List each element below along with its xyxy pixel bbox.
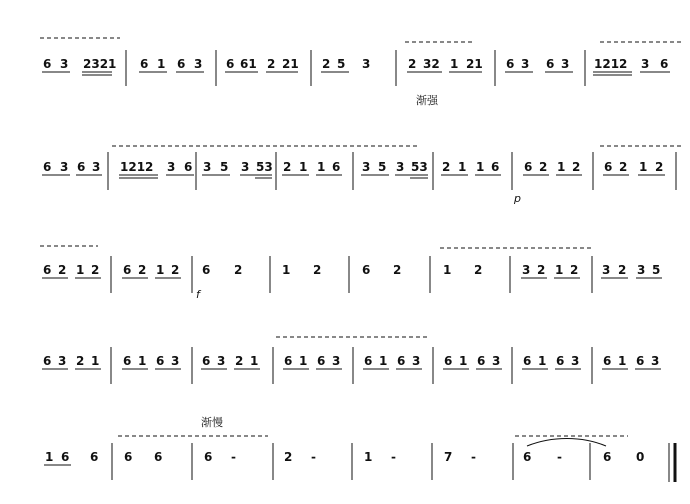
- note: 1: [156, 263, 165, 277]
- row-5: [44, 415, 675, 482]
- note: 6: [154, 450, 163, 464]
- note: 6: [546, 57, 555, 71]
- note: 32: [423, 57, 440, 71]
- note: 2: [284, 450, 293, 464]
- note: 5: [652, 263, 661, 277]
- note: 1: [639, 160, 648, 174]
- note: 3: [396, 160, 405, 174]
- note: 1: [364, 450, 373, 464]
- note: 3: [171, 354, 180, 368]
- row-4: [42, 337, 661, 384]
- note: 6: [317, 354, 326, 368]
- note: 3: [241, 160, 250, 174]
- row-3: [40, 246, 662, 301]
- note: 2: [313, 263, 322, 277]
- note: 1212: [120, 160, 154, 174]
- note: 5: [337, 57, 346, 71]
- note: 3: [521, 57, 530, 71]
- note: 1: [76, 263, 85, 277]
- note: -: [391, 450, 396, 464]
- note: 3: [92, 160, 101, 174]
- note: 3: [561, 57, 570, 71]
- note: 2: [537, 263, 546, 277]
- note: 6: [202, 354, 211, 368]
- note: 2: [235, 354, 244, 368]
- note: 2: [619, 160, 628, 174]
- note: 3: [362, 160, 371, 174]
- note: 2: [58, 263, 67, 277]
- note: 2: [570, 263, 579, 277]
- note: -: [557, 450, 562, 464]
- annotation-crescendo: 渐强: [416, 94, 438, 107]
- note: 6: [444, 354, 453, 368]
- note: 1: [379, 354, 388, 368]
- note: 6: [61, 450, 70, 464]
- dynamic-forte: f: [196, 288, 200, 301]
- annotation-ritardando: 渐慢: [201, 416, 223, 429]
- note: 3: [60, 57, 69, 71]
- note: 2: [539, 160, 548, 174]
- note: 2: [234, 263, 243, 277]
- note: 2: [474, 263, 483, 277]
- note: 6: [184, 160, 193, 174]
- note: 3: [58, 354, 67, 368]
- note: 6: [43, 160, 52, 174]
- note: 6: [124, 450, 133, 464]
- note: -: [311, 450, 316, 464]
- note: 3: [362, 57, 371, 71]
- note: 2: [442, 160, 451, 174]
- note: 6: [43, 263, 52, 277]
- note: 1: [138, 354, 147, 368]
- note: 3: [217, 354, 226, 368]
- note: 6: [556, 354, 565, 368]
- note: 6: [362, 263, 371, 277]
- note: 2: [393, 263, 402, 277]
- note: 3: [522, 263, 531, 277]
- note: 2: [171, 263, 180, 277]
- note: 6: [523, 354, 532, 368]
- note: 3: [641, 57, 650, 71]
- note: 1: [45, 450, 54, 464]
- note: 1: [157, 57, 166, 71]
- note: 6: [226, 57, 235, 71]
- note: 61: [240, 57, 257, 71]
- note: 1: [299, 160, 308, 174]
- note: 6: [43, 354, 52, 368]
- note: -: [471, 450, 476, 464]
- note: 6: [90, 450, 99, 464]
- note: 2321: [83, 57, 117, 71]
- note: 6: [603, 450, 612, 464]
- note: 6: [123, 263, 132, 277]
- note: 53: [411, 160, 428, 174]
- note: 2: [283, 160, 292, 174]
- note: 6: [177, 57, 186, 71]
- note: 3: [60, 160, 69, 174]
- note: 1: [557, 160, 566, 174]
- dynamic-piano: p: [514, 192, 521, 205]
- tie-slur: [527, 439, 606, 447]
- note: 5: [378, 160, 387, 174]
- note: 2: [322, 57, 331, 71]
- note: 1: [91, 354, 100, 368]
- note: 1: [476, 160, 485, 174]
- note: 6: [523, 450, 532, 464]
- note: 2: [76, 354, 85, 368]
- note: 7: [444, 450, 453, 464]
- note: 2: [655, 160, 664, 174]
- note: 2: [408, 57, 417, 71]
- note: 6: [604, 160, 613, 174]
- note: 2: [267, 57, 276, 71]
- row-1: [40, 38, 682, 107]
- note: 1: [538, 354, 547, 368]
- note: 2: [138, 263, 147, 277]
- note: 6: [332, 160, 341, 174]
- note: 21: [282, 57, 299, 71]
- note: 53: [256, 160, 273, 174]
- note: 6: [204, 450, 213, 464]
- note: 6: [284, 354, 293, 368]
- note: 1: [282, 263, 291, 277]
- note: 6: [603, 354, 612, 368]
- note: 1: [458, 160, 467, 174]
- note: 1: [317, 160, 326, 174]
- note: 6: [397, 354, 406, 368]
- note: 3: [602, 263, 611, 277]
- note: -: [231, 450, 236, 464]
- note: 5: [220, 160, 229, 174]
- note: 3: [194, 57, 203, 71]
- note: 2: [91, 263, 100, 277]
- note: 3: [167, 160, 176, 174]
- note: 1: [459, 354, 468, 368]
- note: 3: [637, 263, 646, 277]
- note: 3: [571, 354, 580, 368]
- note: 6: [660, 57, 669, 71]
- note: 6: [524, 160, 533, 174]
- note: 6: [477, 354, 486, 368]
- note: 1: [555, 263, 564, 277]
- note: 6: [43, 57, 52, 71]
- note: 1: [250, 354, 259, 368]
- note: 21: [466, 57, 483, 71]
- note: 3: [412, 354, 421, 368]
- note: 3: [651, 354, 660, 368]
- note: 1212: [594, 57, 628, 71]
- note: 6: [364, 354, 373, 368]
- note: 2: [618, 263, 627, 277]
- row-2: [42, 146, 682, 205]
- note: 1: [618, 354, 627, 368]
- note: 0: [636, 450, 645, 464]
- note: 1: [443, 263, 452, 277]
- note: 1: [450, 57, 459, 71]
- note: 6: [123, 354, 132, 368]
- note: 3: [332, 354, 341, 368]
- note: 6: [140, 57, 149, 71]
- note: 1: [299, 354, 308, 368]
- note: 6: [77, 160, 86, 174]
- note: 2: [572, 160, 581, 174]
- note: 3: [492, 354, 501, 368]
- note: 6: [636, 354, 645, 368]
- note: 3: [203, 160, 212, 174]
- note: 6: [156, 354, 165, 368]
- note: 6: [202, 263, 211, 277]
- note: 6: [491, 160, 500, 174]
- note: 6: [506, 57, 515, 71]
